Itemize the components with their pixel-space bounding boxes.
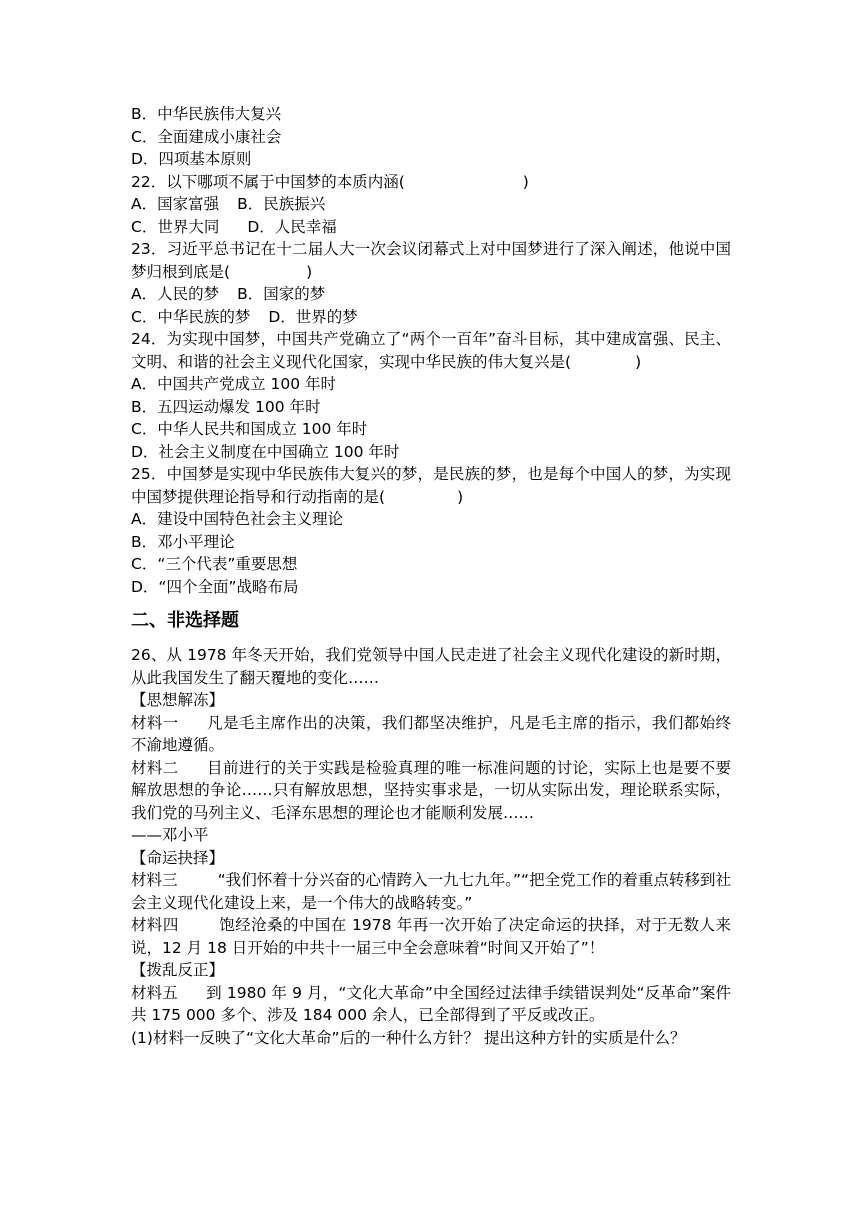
q21-option-d: D．四项基本原则 (131, 150, 252, 168)
q26-material-2-source: ——邓小平 (131, 826, 209, 844)
q23-options-row2 (131, 306, 731, 329)
q25-option-b: B．邓小平理论 (131, 532, 235, 551)
q25-stem: 25．中国梦是实现中华民族伟大复兴的梦，是民族的梦，也是每个中国人的梦，为实现中国梦提供理论指导和行动指南的是( ) (131, 465, 731, 506)
q26-material-4: 材料四 饱经沧桑的中国在 1978 年再一次开始了决定命运的抉择，对于无数人来说，12 月 18 日开始的中共十一届三中全会意味着“时间又开始了”！ (131, 916, 731, 957)
q24-stem: 24．为实现中国梦，中国共产党确立了“两个一百年”奋斗目标，其中建成富强、民主、文明、和谐的社会主义现代化国家，实现中华民族的伟大复兴是( ) (131, 330, 731, 371)
q23-option-d: D．世界的梦 (268, 307, 358, 326)
q26-heading-thought: 【思想解冻】 (131, 691, 225, 709)
q22-option-c: C．世界大同 (131, 217, 220, 236)
q25-option-c: C．“三个代表”重要思想 (131, 555, 298, 573)
q24-option-c: C．中华人民共和国成立 100 年时 (131, 420, 368, 438)
q22-option-b: B．民族振兴 (237, 195, 326, 213)
q24-option-b: B．五四运动爆发 100 年时 (131, 397, 321, 416)
q22-option-d: D．人民幸福 (247, 217, 337, 236)
q26-material-5: 材料五 到 1980 年 9 月，“文化大革命”中全国经过法律手续错误判处“反革命”案件共 175 000 多个、涉及 184 000 余人，已全部得到了平反或改正。 (131, 983, 731, 1024)
q26-material-2: 材料二 目前进行的关于实践是检验真理的唯一标准问题的讨论，实际上也是要不要解放思想的争论……只有解放思想，坚持实事求是，一切从实际出发，理论联系实际，我们党的马列主义、毛泽东思想的理论也才能顺利发展…… (131, 758, 731, 822)
q22-options-row1 (131, 193, 731, 216)
q22-option-a: A．国家富强 (131, 195, 220, 213)
q26-material-1: 材料一 凡是毛主席作出的决策，我们都坚决维护，凡是毛主席的指示，我们都始终不渝地遵循。 (131, 713, 731, 754)
q23-options-row1 (131, 283, 731, 306)
q24-option-a: A．中国共产党成立 100 年时 (131, 375, 337, 393)
q24-option-d: D．社会主义制度在中国确立 100 年时 (131, 442, 400, 461)
q22-options-row2 (131, 216, 731, 239)
q25-option-d: D．“四个全面”战略布局 (131, 577, 299, 596)
q25-option-a: A．建设中国特色社会主义理论 (131, 510, 344, 528)
q26-material-3: 材料三 “我们怀着十分兴奋的心情跨入一九七九年。”“把全党工作的着重点转移到社会主义现代化建设上来，是一个伟大的战略转变。” (131, 871, 731, 912)
q23-option-b: B．国家的梦 (237, 285, 326, 303)
q21-option-c: C．全面建成小康社会 (131, 127, 282, 146)
q23-option-a: A．人民的梦 (131, 285, 220, 303)
q26-heading-correction: 【拨乱反正】 (131, 961, 225, 979)
q23-option-c: C．中华民族的梦 (131, 307, 251, 326)
q23-stem: 23．习近平总书记在十二届人大一次会议闭幕式上对中国梦进行了深入阐述，他说中国梦归根到底是( ) (131, 240, 731, 281)
q26-subquestion-1: (1)材料一反映了“文化大革命”后的一种什么方针？ 提出这种方针的实质是什么？ (131, 1028, 686, 1047)
q22-stem: 22．以下哪项不属于中国梦的本质内涵( ) (131, 172, 529, 191)
q26-intro: 26、从 1978 年冬天开始，我们党领导中国人民走进了社会主义现代化建设的新时期，从此我国发生了翻天覆地的变化…… (131, 646, 731, 687)
document-content (131, 103, 731, 1049)
q21-option-b: B．中华民族伟大复兴 (131, 105, 282, 123)
q26-heading-destiny: 【命运抉择】 (131, 848, 225, 867)
section-title-non-choice: 二、非选择题 (131, 610, 239, 631)
